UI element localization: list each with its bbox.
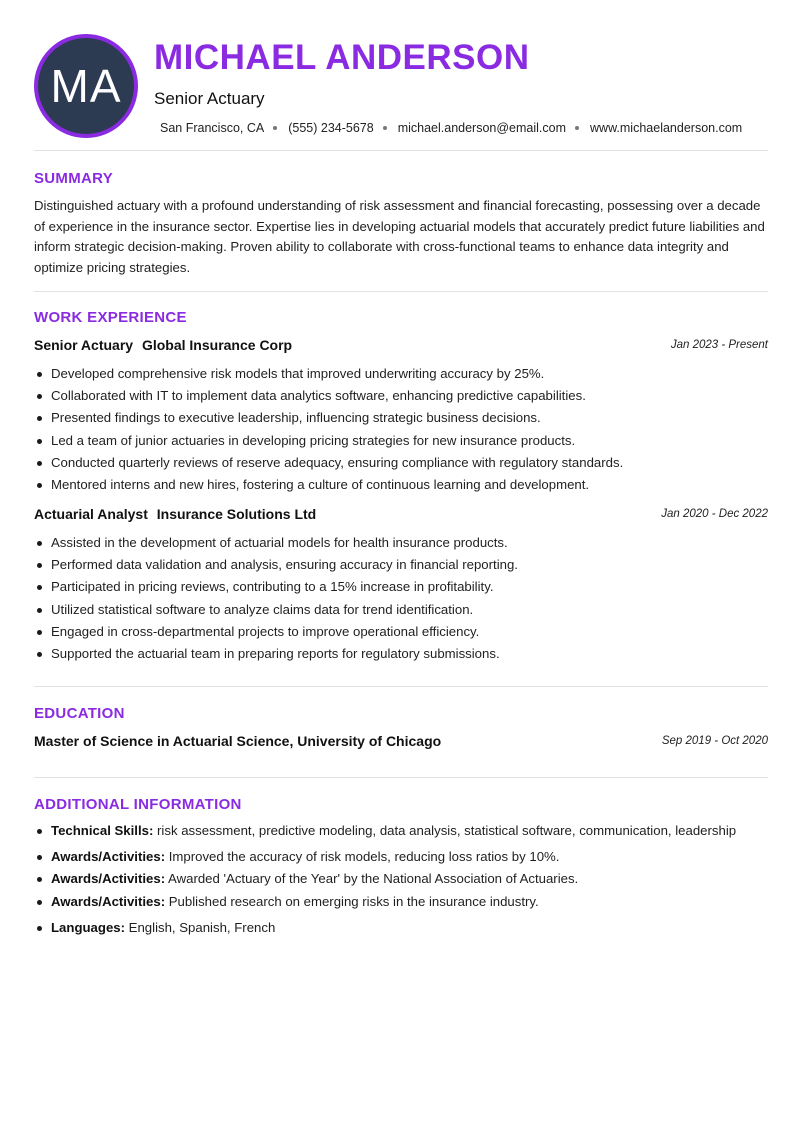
additional-info-item — [34, 846, 768, 868]
job-dates: Jan 2020 - Dec 2022 — [661, 508, 768, 520]
job-role-line — [34, 337, 768, 353]
item-label: Awards/Activities: — [51, 893, 166, 909]
contact-separator — [383, 126, 387, 130]
additional-info-item — [34, 820, 768, 842]
job-header — [34, 506, 768, 526]
job-role: Actuarial Analyst — [34, 506, 148, 522]
contact-email[interactable]: michael.anderson@email.com — [397, 121, 567, 135]
resume-header — [34, 34, 768, 138]
item-text: risk assessment, predictive modeling, data analysis, statistical software, communication, leadership — [153, 823, 737, 838]
job-header — [34, 337, 768, 357]
job-bullet: Mentored interns and new hires, fostering a culture of continuous learning and development. — [34, 474, 768, 496]
item-label: Technical Skills: — [51, 823, 154, 838]
section-divider — [34, 686, 768, 687]
candidate-name: MICHAEL ANDERSON — [154, 38, 530, 77]
work-experience-heading: WORK EXPERIENCE — [34, 309, 187, 326]
item-text: Improved the accuracy of risk models, reducing loss ratios by 10%. — [165, 849, 560, 865]
item-label: Languages: — [51, 919, 126, 935]
job-role-line — [34, 506, 768, 522]
job-entry — [34, 506, 768, 665]
item-label: Awards/Activities: — [51, 871, 166, 887]
additional-info-heading: ADDITIONAL INFORMATION — [34, 796, 242, 813]
education-heading: EDUCATION — [34, 705, 125, 722]
job-bullet: Conducted quarterly reviews of reserve adequacy, ensuring compliance with regulatory standards. — [34, 452, 768, 474]
job-bullet: Participated in pricing reviews, contributing to a 15% increase in profitability. — [34, 576, 768, 598]
contact-location: San Francisco, CA — [160, 121, 265, 135]
contact-phone: (555) 234-5678 — [288, 121, 374, 135]
job-entry — [34, 337, 768, 496]
job-bullet: Collaborated with IT to implement data analytics software, enhancing predictive capabilities. — [34, 385, 768, 407]
education-entry — [34, 733, 768, 753]
job-bullet: Assisted in the development of actuarial models for health insurance products. — [34, 532, 768, 554]
contact-separator — [273, 126, 277, 130]
job-bullet: Supported the actuarial team in preparing reports for regulatory submissions. — [34, 643, 768, 665]
job-bullet: Developed comprehensive risk models that improved underwriting accuracy by 25%. — [34, 363, 768, 385]
job-dates: Jan 2023 - Present — [670, 339, 768, 351]
job-bullet: Engaged in cross-departmental projects to improve operational efficiency. — [34, 621, 768, 643]
job-company: Insurance Solutions Ltd — [156, 506, 317, 522]
education-dates: Sep 2019 - Oct 2020 — [661, 735, 768, 747]
summary-heading: SUMMARY — [34, 170, 114, 187]
job-bullet: Performed data validation and analysis, ensuring accuracy in financial reporting. — [34, 554, 768, 576]
additional-info-list — [34, 820, 768, 939]
job-bullets — [34, 532, 768, 665]
section-divider — [34, 150, 768, 151]
item-label: Awards/Activities: — [51, 849, 166, 865]
job-bullet: Presented findings to executive leadership, influencing strategic business decisions. — [34, 407, 768, 429]
contact-website[interactable]: www.michaelanderson.com — [590, 121, 743, 135]
section-divider — [34, 777, 768, 778]
section-divider — [34, 291, 768, 292]
contact-separator — [575, 126, 579, 130]
job-bullet: Led a team of junior actuaries in developing pricing strategies for new insurance products. — [34, 430, 768, 452]
summary-text: Distinguished actuary with a profound understanding of risk assessment and financial forecasting, possessing over a decade of experience in the insurance sector. Expertise lies in developing actuarial models that accurately predict future liabilities and inform strategic decision-making. Proven ability to collaborate with cross-functional teams to enhance data integrity and optimize pricing strategies. — [34, 198, 765, 275]
job-company: Global Insurance Corp — [141, 337, 293, 353]
contact-line — [160, 121, 742, 135]
item-text: Published research on emerging risks in the insurance industry. — [165, 893, 539, 909]
additional-info-item — [34, 868, 768, 890]
job-role: Senior Actuary — [34, 337, 134, 353]
additional-info-item — [34, 891, 768, 913]
job-bullet: Utilized statistical software to analyze claims data for trend identification. — [34, 599, 768, 621]
avatar: MA — [34, 34, 138, 138]
item-text: English, Spanish, French — [125, 919, 276, 935]
candidate-title: Senior Actuary — [154, 89, 265, 108]
job-bullets — [34, 363, 768, 496]
additional-info-item — [34, 917, 768, 939]
education-degree: Master of Science in Actuarial Science, University of Chicago — [34, 733, 442, 749]
item-text: Awarded 'Actuary of the Year' by the National Association of Actuaries. — [165, 871, 579, 887]
